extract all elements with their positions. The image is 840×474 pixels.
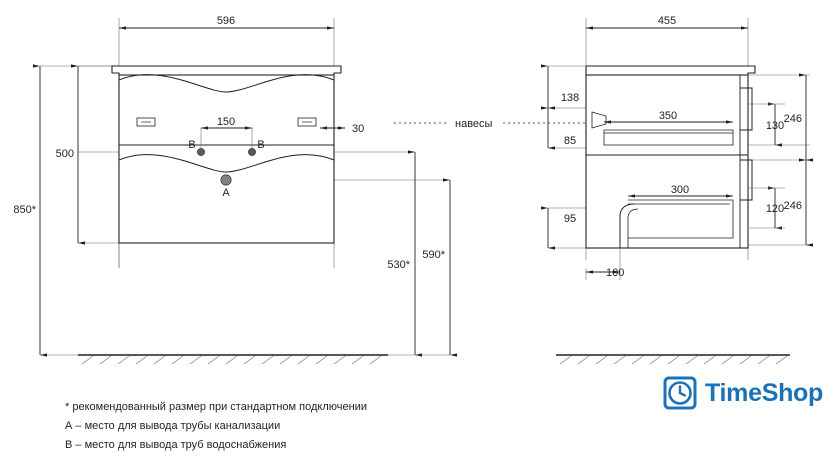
dim-85 [548,108,576,148]
dim-138-label: 138 [560,92,580,104]
dim-500-label: 500 [55,148,74,160]
dim-100-label: 100 [606,267,625,279]
side-floor [556,355,790,364]
marker-b-right-label: B [257,139,265,151]
front-view-group [13,15,450,364]
timeshop-logo[interactable] [662,375,823,411]
marker-b-left-label: B [188,139,196,151]
dim-120-label: 120 [765,203,785,215]
dim-246-lower-label: 246 [783,200,802,212]
marker-a-label: A [222,187,230,199]
dim-455-label: 455 [657,15,677,27]
notes-block [65,398,465,455]
dim-590-label: 590* [422,249,445,261]
dim-455 [586,15,748,28]
dim-30-label: 30 [352,123,365,135]
dim-596 [119,15,334,28]
front-floor [78,355,388,364]
dim-130-label: 130 [765,120,785,132]
dim-246-upper [784,75,806,160]
dim-350-label: 350 [658,110,678,122]
dim-300-label: 300 [670,184,690,196]
dim-530-label: 530* [387,259,410,271]
marker-a-dot [221,175,231,185]
dim-246-lower [784,160,806,245]
note-item-1: А – место для вывода трубы канализации [65,420,281,432]
clock-icon [662,375,698,411]
hangers-callout [394,118,588,130]
front-cabinet-body [112,66,341,243]
note-item-2: В – место для вывода труб водоснабжения [65,439,287,451]
dim-850 [13,66,40,355]
dim-95-label: 95 [563,213,577,225]
dim-596-label: 596 [216,15,236,27]
dim-85-label: 85 [563,135,577,147]
dim-100 [586,267,624,279]
dim-150-label: 150 [216,116,236,128]
dim-246-upper-label: 246 [783,113,802,125]
dim-95 [548,208,576,248]
dim-590 [422,180,450,355]
note-item-0: * рекомендованный размер при стандартном подключении [65,401,367,413]
dim-120 [748,188,785,228]
dim-130 [748,104,785,145]
dim-500 [56,66,119,243]
hangers-label: навесы [455,118,493,130]
side-view-group [548,15,810,364]
side-cabinet-body [586,66,755,248]
dim-530 [387,152,415,355]
logo-text: TimeShop [705,378,823,407]
dim-138 [548,66,579,108]
dim-850-label: 850* [13,204,36,216]
